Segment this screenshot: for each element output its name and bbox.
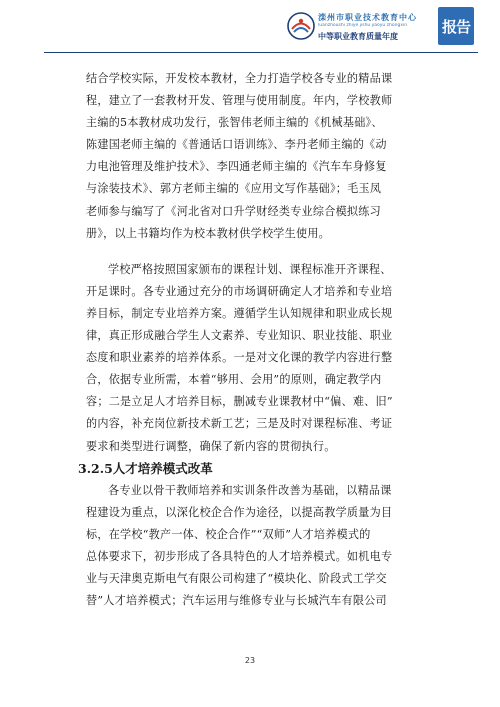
text-line: 陈建国老师主编的《普通话口语训练》、李丹老师主编的《动: [86, 138, 387, 152]
text-line: 业与天津奥克斯电气有限公司构建了“模块化、阶段式工学交: [86, 571, 387, 585]
text-line: 容；二是立足人才培养目标，删减专业课教材中“偏、难、旧”: [86, 395, 393, 409]
header-divider: [44, 52, 478, 53]
text-line: 的内容，补充岗位新技术新工艺；三是及时对课程标准、考证: [86, 417, 393, 431]
school-logo-icon: [287, 12, 315, 40]
text-line: 各专业以骨干教师培养和实训条件改善为基础，以精品课: [108, 483, 392, 497]
page-number: 23: [244, 656, 256, 665]
page-header: [0, 0, 500, 62]
text-line: 册》，以上书籍均作为校本教材供学校学生使用。: [86, 226, 331, 240]
text-line: 态度和职业素养的培养体系。一是对文化课的教学内容进行整: [86, 351, 393, 365]
document-body: [78, 68, 442, 612]
paragraph-training-model: [86, 480, 442, 613]
text-line: 力电池管理及维护技术》、李四通老师主编的《汽车车身修复: [86, 160, 387, 174]
paragraph-curriculum: [86, 259, 442, 458]
text-line: 律，真正形成融合学生人文素养、专业知识、职业技能、职业: [86, 329, 393, 343]
school-pinyin: luanzhoushi zhiye jishu jiaoyu zhongxin: [318, 23, 408, 28]
paragraph-textbooks: [86, 68, 442, 245]
report-badge: 报告: [438, 7, 474, 45]
paragraph-gap: [86, 245, 442, 259]
text-line: 程，建立了一套教材开发、管理与使用制度。年内，学校教师: [86, 94, 393, 108]
text-line: 开足课时。各专业通过充分的市场调研确定人才培养和专业培: [86, 284, 393, 298]
text-line: 替”人才培养模式；汽车运用与维修专业与长城汽车有限公司: [86, 594, 387, 608]
text-line: 标，在学校“教产一体、校企合作”“双师”人才培养模式的: [86, 527, 371, 541]
text-line: 合，依据专业所需，本着“够用、会用”的原则，确定教学内: [86, 373, 382, 387]
text-line: 老师参与编写了《河北省对口升学财经类专业综合模拟练习: [86, 204, 381, 218]
text-line: 学校严格按照国家颁布的课程计划、课程标准开齐课程、: [108, 262, 392, 276]
text-line: 要求和类型进行调整，确保了新内容的贯彻执行。: [86, 439, 336, 453]
text-line: 养目标，制定专业培养方案。遵循学生认知规律和职业成长规: [86, 306, 393, 320]
text-line: 主编的5本教材成功发行，张智伟老师主编的《机械基础》、: [86, 116, 383, 130]
school-name: 滦州市职业技术教育中心: [318, 12, 417, 22]
text-line: 总体要求下，初步形成了各具特色的人才培养模式。如机电专: [86, 549, 393, 563]
text-line: 结合学校实际，开发校本教材，全力打造学校各专业的精品课: [86, 72, 393, 85]
text-line: 程建设为重点，以深化校企合作为途径，以提高教学质量为目: [86, 505, 393, 519]
section-heading: 3.2.5人才培养模式改革: [78, 460, 213, 476]
text-line: 与涂装技术》、郭方老师主编的《应用文写作基础》；毛玉凤: [86, 182, 382, 196]
report-title: 中等职业教育质量年度: [318, 32, 398, 41]
